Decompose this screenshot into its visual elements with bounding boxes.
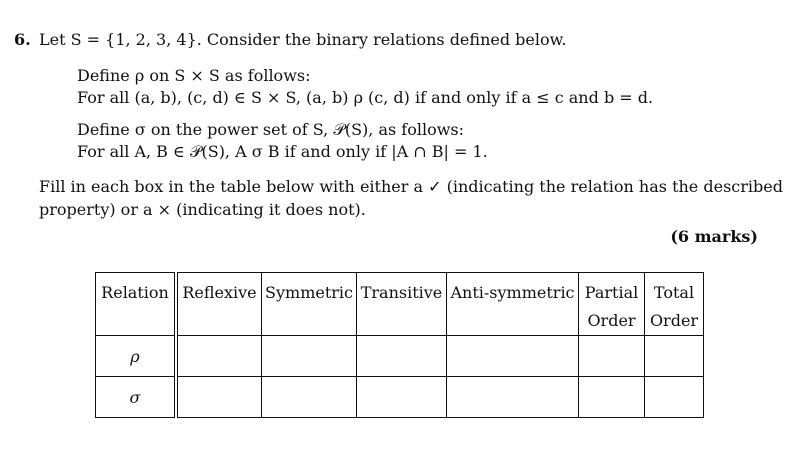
header-symmetric xyxy=(262,273,357,336)
row-label-rho: ρ xyxy=(96,336,177,377)
sigma-reflexive-box[interactable] xyxy=(176,377,262,418)
rho-antisymmetric-box[interactable] xyxy=(447,336,579,377)
header-partial-order xyxy=(579,273,645,336)
marks-label: (6 marks) xyxy=(670,227,758,246)
sigma-transitive-box[interactable] xyxy=(357,377,447,418)
question-number: 6. xyxy=(14,30,31,49)
rho-symmetric-box[interactable] xyxy=(262,336,357,377)
sigma-total-order-box[interactable] xyxy=(645,377,704,418)
rho-condition: For all (a, b), (c, d) ∈ S × S, (a, b) ρ (c, d) if and only if a ≤ c and b = d. xyxy=(77,88,654,107)
relations-table xyxy=(95,272,704,418)
rho-total-order-box[interactable] xyxy=(645,336,704,377)
header-total-order xyxy=(645,273,704,336)
rho-definition: Define ρ on S × S as follows: xyxy=(77,66,311,85)
header-relation-label: Relation xyxy=(101,283,169,302)
header-transitive-label: Transitive xyxy=(360,283,443,302)
header-reflexive-label: Reflexive xyxy=(182,283,257,302)
sigma-antisymmetric-box[interactable] xyxy=(447,377,579,418)
header-partial-label xyxy=(579,273,644,335)
header-antisymmetric xyxy=(447,273,579,336)
instructions-line-1: Fill in each box in the table below with either a ✓ (indicating the relation has the described xyxy=(39,177,783,196)
header-reflexive xyxy=(176,273,262,336)
rho-transitive-box[interactable] xyxy=(357,336,447,377)
rho-reflexive-box[interactable] xyxy=(176,336,262,377)
header-partial-line2: Order xyxy=(587,311,636,330)
header-relation xyxy=(96,273,177,336)
header-antisymmetric-label: Anti-symmetric xyxy=(450,283,575,302)
header-total-label xyxy=(645,273,703,335)
question-intro: Let S = {1, 2, 3, 4}. Consider the binary relations defined below. xyxy=(39,30,567,49)
header-transitive xyxy=(357,273,447,336)
sigma-symmetric-box[interactable] xyxy=(262,377,357,418)
sigma-condition: For all A, B ∈ 𝒫(S), A σ B if and only if |A ∩ B| = 1. xyxy=(77,142,488,161)
row-label-sigma: σ xyxy=(96,377,177,418)
header-total-line2: Order xyxy=(649,311,699,330)
table-header-row xyxy=(96,273,704,336)
table-row-rho xyxy=(96,336,704,377)
rho-partial-order-box[interactable] xyxy=(579,336,645,377)
header-symmetric-label: Symmetric xyxy=(265,283,353,302)
header-total-line1: Total xyxy=(653,283,695,302)
table-row-sigma xyxy=(96,377,704,418)
sigma-partial-order-box[interactable] xyxy=(579,377,645,418)
sigma-definition: Define σ on the power set of S, 𝒫(S), as follows: xyxy=(77,120,465,139)
instructions-line-2: property) or a × (indicating it does not). xyxy=(39,200,366,219)
header-partial-line1: Partial xyxy=(584,283,639,302)
